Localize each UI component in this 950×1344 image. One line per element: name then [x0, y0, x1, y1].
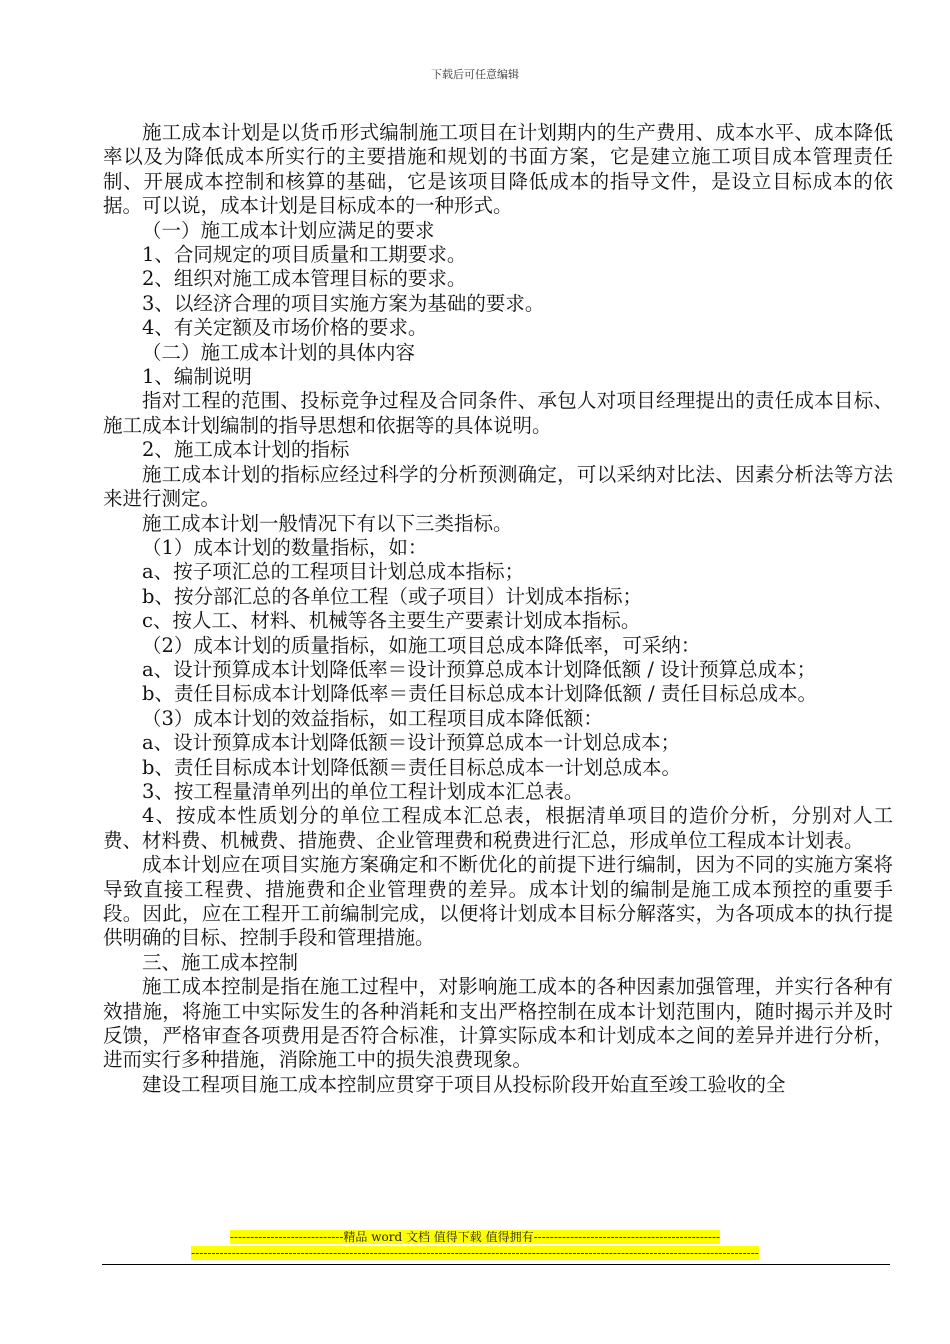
list-item: 3、按工程量清单列出的单位工程计划成本汇总表。 [142, 779, 584, 803]
footer-banner-text: ----------------------------精品 word 文档 值得下载 值得拥有---------------------------------------------- [229, 1230, 721, 1244]
paragraph: 施工成本计划一般情况下有以下三类指标。 [142, 511, 513, 535]
list-heading: （3）成本计划的效益指标，如工程项目成本降低额： [142, 706, 603, 730]
subheading-indicators: 2、施工成本计划的指标 [142, 438, 350, 462]
footer-rule [102, 1264, 890, 1265]
paragraph: 建设工程项目施工成本控制应贯穿于项目从投标阶段开始直至竣工验收的全 [142, 1072, 786, 1096]
list-item: c、按人工、材料、机械等各主要生产要素计划成本指标。 [142, 609, 641, 633]
footer-banner [0, 1229, 950, 1245]
footer-dash-line [0, 1245, 950, 1261]
section-heading-requirements: （一）施工成本计划应满足的要求 [142, 218, 435, 242]
paragraph: 成本计划应在项目实施方案确定和不断优化的前提下进行编制，因为不同的实施方案将导致直接工程费、措施费和企业管理费的差异。成本计划的编制是施工成本预控的重要手段。因此，应在工程开工前编制完成，以便将计划成本目标分解落实，为各项成本的执行提供明确的目标、控制手段和管理措施。 [103, 853, 893, 950]
list-item: b、责任目标成本计划降低额＝责任目标总成本一计划总成本。 [142, 755, 681, 779]
list-item: 4、按成本性质划分的单位工程成本汇总表，根据清单项目的造价分析，分别对人工费、材料费、机械费、措施费、企业管理费和税费进行汇总，形成单位工程成本计划表。 [103, 804, 893, 852]
paragraph: 施工成本计划的指标应经过科学的分析预测确定，可以采纳对比法、因素分析法等方法来进行测定。 [103, 462, 893, 511]
document-body [103, 121, 893, 1097]
section-heading-contents: （二）施工成本计划的具体内容 [142, 340, 416, 364]
list-item: a、按子项汇总的工程项目计划总成本指标； [142, 560, 525, 584]
footer-dash-text: -------------------------------------------------------------------------------------------------------------------------------------------- [191, 1246, 759, 1260]
subheading-description: 1、编制说明 [142, 365, 252, 389]
paragraph-intro: 施工成本计划是以货币形式编制施工项目在计划期内的生产费用、成本水平、成本降低率以及为降低成本所实行的主要措施和规划的书面方案，它是建立施工项目成本管理责任制、开展成本控制和核算的基础，它是该项目降低成本的指导文件，是设立目标成本的依据。可以说，成本计划是目标成本的一种形式。 [103, 121, 893, 218]
list-item: a、设计预算成本计划降低率＝设计预算总成本计划降低额 / 设计预算总成本； [142, 657, 817, 681]
list-item: a、设计预算成本计划降低额＝设计预算总成本一计划总成本； [142, 731, 681, 755]
list-item: 4、有关定额及市场价格的要求。 [142, 316, 428, 340]
paragraph: 指对工程的范围、投标竞争过程及合同条件、承包人对项目经理提出的责任成本目标、施工成本计划编制的指导思想和依据等的具体说明。 [103, 389, 893, 437]
section-heading-control: 三、施工成本控制 [142, 950, 299, 974]
list-heading: （2）成本计划的质量指标，如施工项目总成本降低率，可采纳： [142, 633, 701, 657]
list-item: 3、以经济合理的项目实施方案为基础的要求。 [142, 291, 545, 315]
list-item: b、按分部汇总的各单位工程（或子项目）计划成本指标； [142, 584, 642, 608]
list-item: 2、组织对施工成本管理目标的要求。 [142, 267, 467, 291]
list-item: 1、合同规定的项目质量和工期要求。 [142, 243, 467, 267]
list-heading: （1）成本计划的数量指标，如： [142, 535, 428, 559]
paragraph: 施工成本控制是指在施工过程中，对影响施工成本的各种因素加强管理，并实行各种有效措施，将施工中实际发生的各种消耗和支出严格控制在成本计划范围内，随时揭示并及时反馈，严格审查各项费用是否符合标准，计算实际成本和计划成本之间的差异并进行分析，进而实行多种措施，消除施工中的损失浪费现象。 [103, 975, 893, 1072]
list-item: b、责任目标成本计划降低率＝责任目标总成本计划降低额 / 责任目标总成本。 [142, 682, 817, 706]
page-header: 下载后可任意编辑 [431, 68, 519, 81]
